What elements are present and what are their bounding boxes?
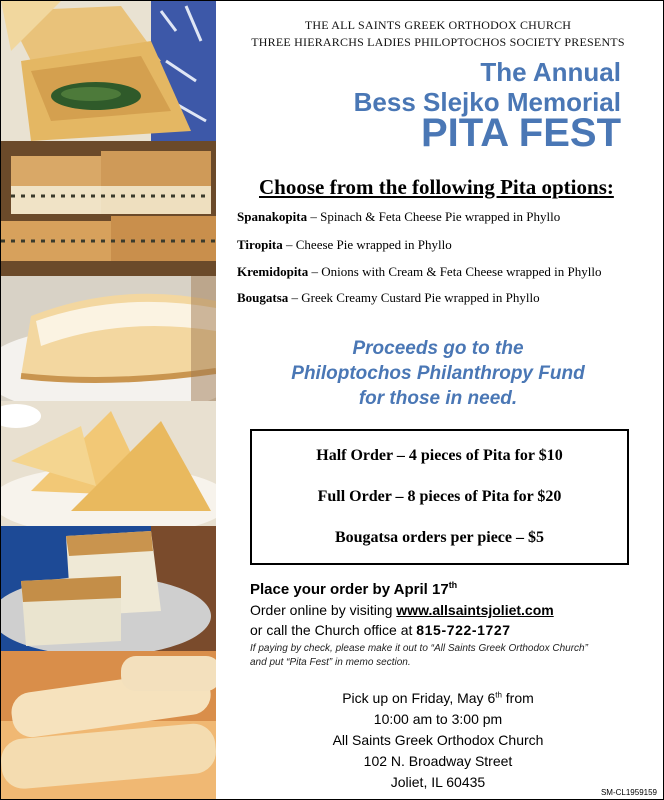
website-link[interactable]: www.allsaintsjoliet.com <box>396 602 554 618</box>
option-kremidopita <box>237 264 601 280</box>
phone-number: 815-722-1727 <box>416 622 511 638</box>
option-desc: – Onions with Cream & Feta Cheese wrapped in Phyllo <box>308 264 602 279</box>
kremidopita-pie-photo <box>1 526 216 651</box>
spanakopita-triangles-photo <box>1 1 216 141</box>
option-name: Bougatsa <box>237 290 289 305</box>
price-bougatsa: Bougatsa orders per piece – $5 <box>334 529 544 546</box>
order-call-prefix: or call the Church office at <box>250 622 417 638</box>
pickup-date-prefix: Pick up on Friday, May 6 <box>342 690 496 706</box>
price-box <box>250 429 629 565</box>
presenter-line-2: THREE HIERARCHS LADIES PHILOPTOCHOS SOCIETY PRESENTS <box>251 35 625 49</box>
tiropita-triangles-photo <box>1 401 216 526</box>
option-spanakopita <box>237 209 560 225</box>
proceeds-line-2: Philoptochos Philanthropy Fund <box>291 363 585 384</box>
option-name: Kremidopita <box>237 264 309 279</box>
tiropita-squares-photo <box>1 141 216 276</box>
check-note-line-2: and put “Pita Fest” in memo section. <box>250 657 411 668</box>
pickup-date-suffix: from <box>501 690 534 706</box>
pickup-date-sup: th <box>495 690 502 700</box>
proceeds-line-1: Proceeds go to the <box>352 338 524 359</box>
check-note-line-1: If paying by check, please make it out to “All Saints Greek Orthodox Church” <box>250 643 588 654</box>
order-deadline <box>250 580 457 598</box>
ad-code: SM-CL1959159 <box>600 788 657 797</box>
order-online-line <box>250 602 554 618</box>
flyer-content <box>223 1 659 799</box>
option-desc: – Cheese Pie wrapped in Phyllo <box>282 237 452 252</box>
bougatsa-rolls-photo <box>1 651 216 799</box>
option-tiropita <box>237 237 452 253</box>
option-bougatsa <box>237 290 540 306</box>
pickup-street: 102 N. Broadway Street <box>363 753 513 769</box>
title-memorial: Bess Slejko Memorial <box>353 87 621 117</box>
title-pita-fest: PITA FEST <box>421 111 621 155</box>
food-photo-column <box>1 1 216 799</box>
pickup-date <box>223 690 653 706</box>
order-deadline-sup: th <box>448 580 458 590</box>
price-full-order: Full Order – 8 pieces of Pita for $20 <box>317 488 562 505</box>
bougatsa-pastry-photo <box>1 276 216 401</box>
order-online-prefix: Order online by visiting <box>250 602 397 618</box>
options-heading: Choose from the following Pita options: <box>259 175 614 199</box>
option-name: Spanakopita <box>237 209 308 224</box>
option-desc: – Spinach & Feta Cheese Pie wrapped in Phyllo <box>307 209 561 224</box>
proceeds-line-3: for those in need. <box>358 388 518 409</box>
pickup-venue: All Saints Greek Orthodox Church <box>332 732 544 748</box>
title-the-annual: The Annual <box>480 57 621 87</box>
pickup-city: Joliet, IL 60435 <box>390 774 486 790</box>
price-half-order: Half Order – 4 pieces of Pita for $10 <box>316 447 563 464</box>
option-desc: – Greek Creamy Custard Pie wrapped in Phyllo <box>288 290 540 305</box>
order-deadline-text: Place your order by April 17 <box>250 581 449 598</box>
pickup-time: 10:00 am to 3:00 pm <box>373 711 503 727</box>
order-call-line <box>250 622 511 638</box>
presenter-line-1: THE ALL SAINTS GREEK ORTHODOX CHURCH <box>304 18 572 32</box>
option-name: Tiropita <box>237 237 283 252</box>
